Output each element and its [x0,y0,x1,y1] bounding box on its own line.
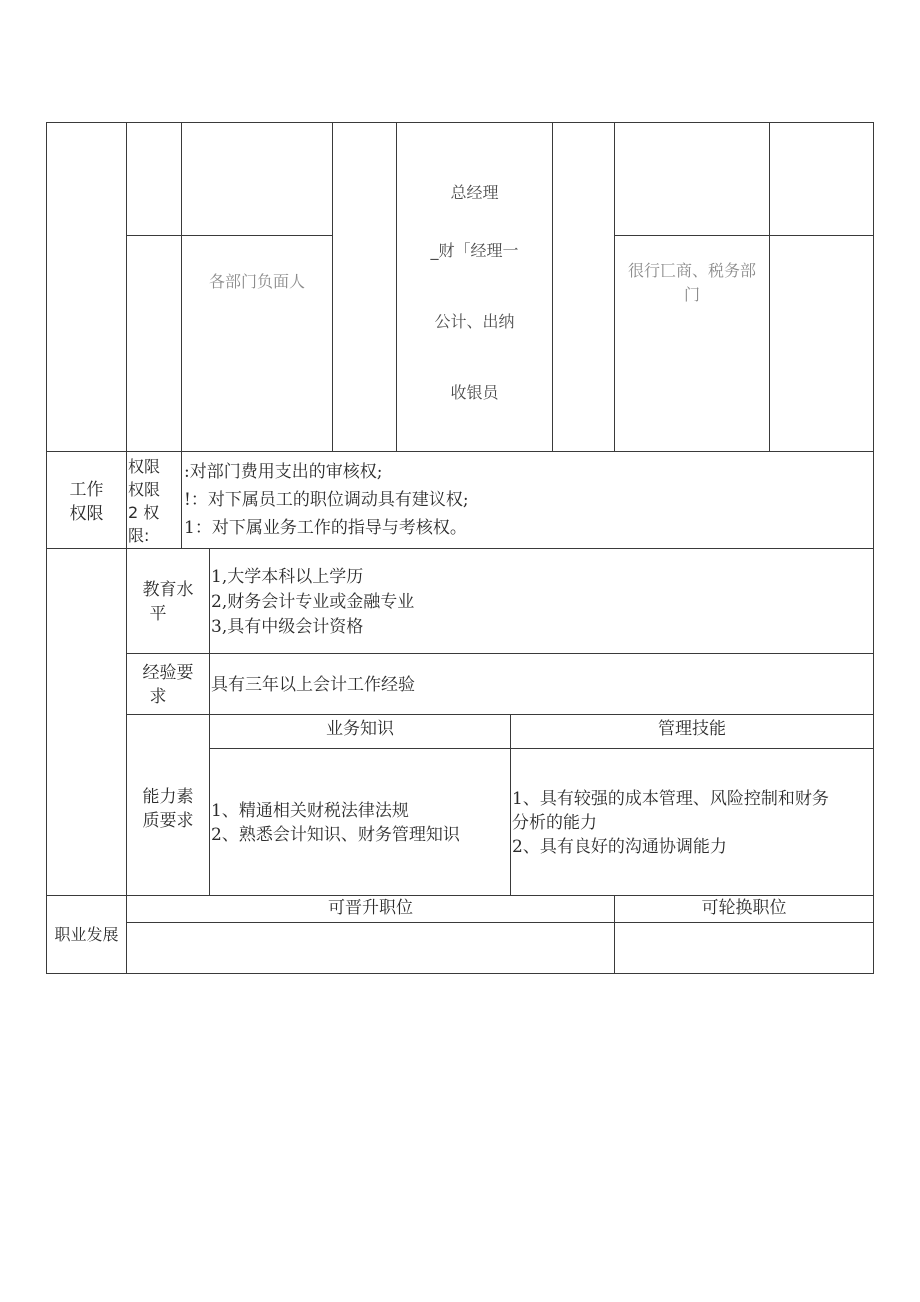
line-qualification-top [46,548,874,549]
line-ability-top [127,714,874,715]
experience-label-line2: 求 [149,687,167,707]
business-knowledge-header: 业务知识 [326,719,394,739]
management-skills-header: 管理技能 [658,719,726,739]
authority-row-label-line2: 权限 [69,504,104,524]
business-knowledge-item-1: 1、精通相关财税法律法规 [211,801,409,821]
education-label-line1: 教育水 [142,580,194,600]
line-career-header [127,922,874,923]
line-top-inner-left [127,235,333,236]
line-top-col7 [769,122,770,452]
line-ability-header [210,748,874,749]
education-item-1: 1,大学本科以上学历 [211,567,364,587]
education-item-2: 2,财务会计专业或金融专业 [211,592,415,612]
management-skills-item-1-cont: 分析的能力 [512,813,597,833]
external-relations-line1: 很行匸商、税务部 [627,261,756,280]
line-experience-top [127,653,874,654]
authority-item-1: :对部门费用支出的审核权; [184,462,383,482]
experience-label-line1: 经验要 [142,663,194,683]
business-knowledge-item-2: 2、熟悉会计知识、财务管理知识 [211,825,460,845]
line-ability-split [510,714,511,896]
promotion-positions-header: 可晋升职位 [328,898,413,918]
hierarchy-accountant-cashier: 公计、出纳 [434,312,515,331]
ability-label-line2: 质要求 [142,811,194,831]
ability-label-line1: 能力素 [142,787,194,807]
authority-sub-label-4: 限: [128,526,150,545]
management-skills-item-1: 1、具有较强的成本管理、风险控制和财务 [512,789,829,809]
authority-sub-label-1: 权限 [128,457,161,476]
border-bottom [46,973,874,974]
authority-row-label-line1: 工作 [69,480,104,500]
line-top-col2 [181,122,182,549]
hierarchy-general-manager: 总经理 [450,183,499,202]
border-right [873,122,874,974]
external-relations-line2: 门 [683,285,700,304]
line-top-col5 [552,122,553,452]
line-col-label [126,122,127,974]
hierarchy-finance-manager: _财「经理一 [430,241,519,260]
line-authority-top [46,451,874,452]
career-development-label: 职业发展 [54,925,119,944]
line-top-col3 [332,122,333,452]
dept-heads-label: 各部门负面人 [208,272,305,291]
authority-item-3: 1：对下属业务工作的指导与考核权。 [184,518,467,538]
experience-value: 具有三年以上会计工作经验 [211,675,415,695]
authority-item-2: !：对下属员工的职位调动具有建议权; [184,490,469,510]
management-skills-item-2: 2、具有良好的沟通协调能力 [512,837,727,857]
education-item-3: 3,具有中级会计资格 [211,617,364,637]
authority-sub-label-3: 2 权 [128,503,160,522]
hierarchy-cashier: 收银员 [450,383,499,402]
border-top [46,122,874,123]
rotation-positions-header: 可轮换职位 [701,898,787,918]
education-label-line2: 平 [149,604,167,624]
authority-sub-label-2: 权限 [128,480,161,499]
border-left [46,122,47,974]
line-top-inner-right [615,235,874,236]
